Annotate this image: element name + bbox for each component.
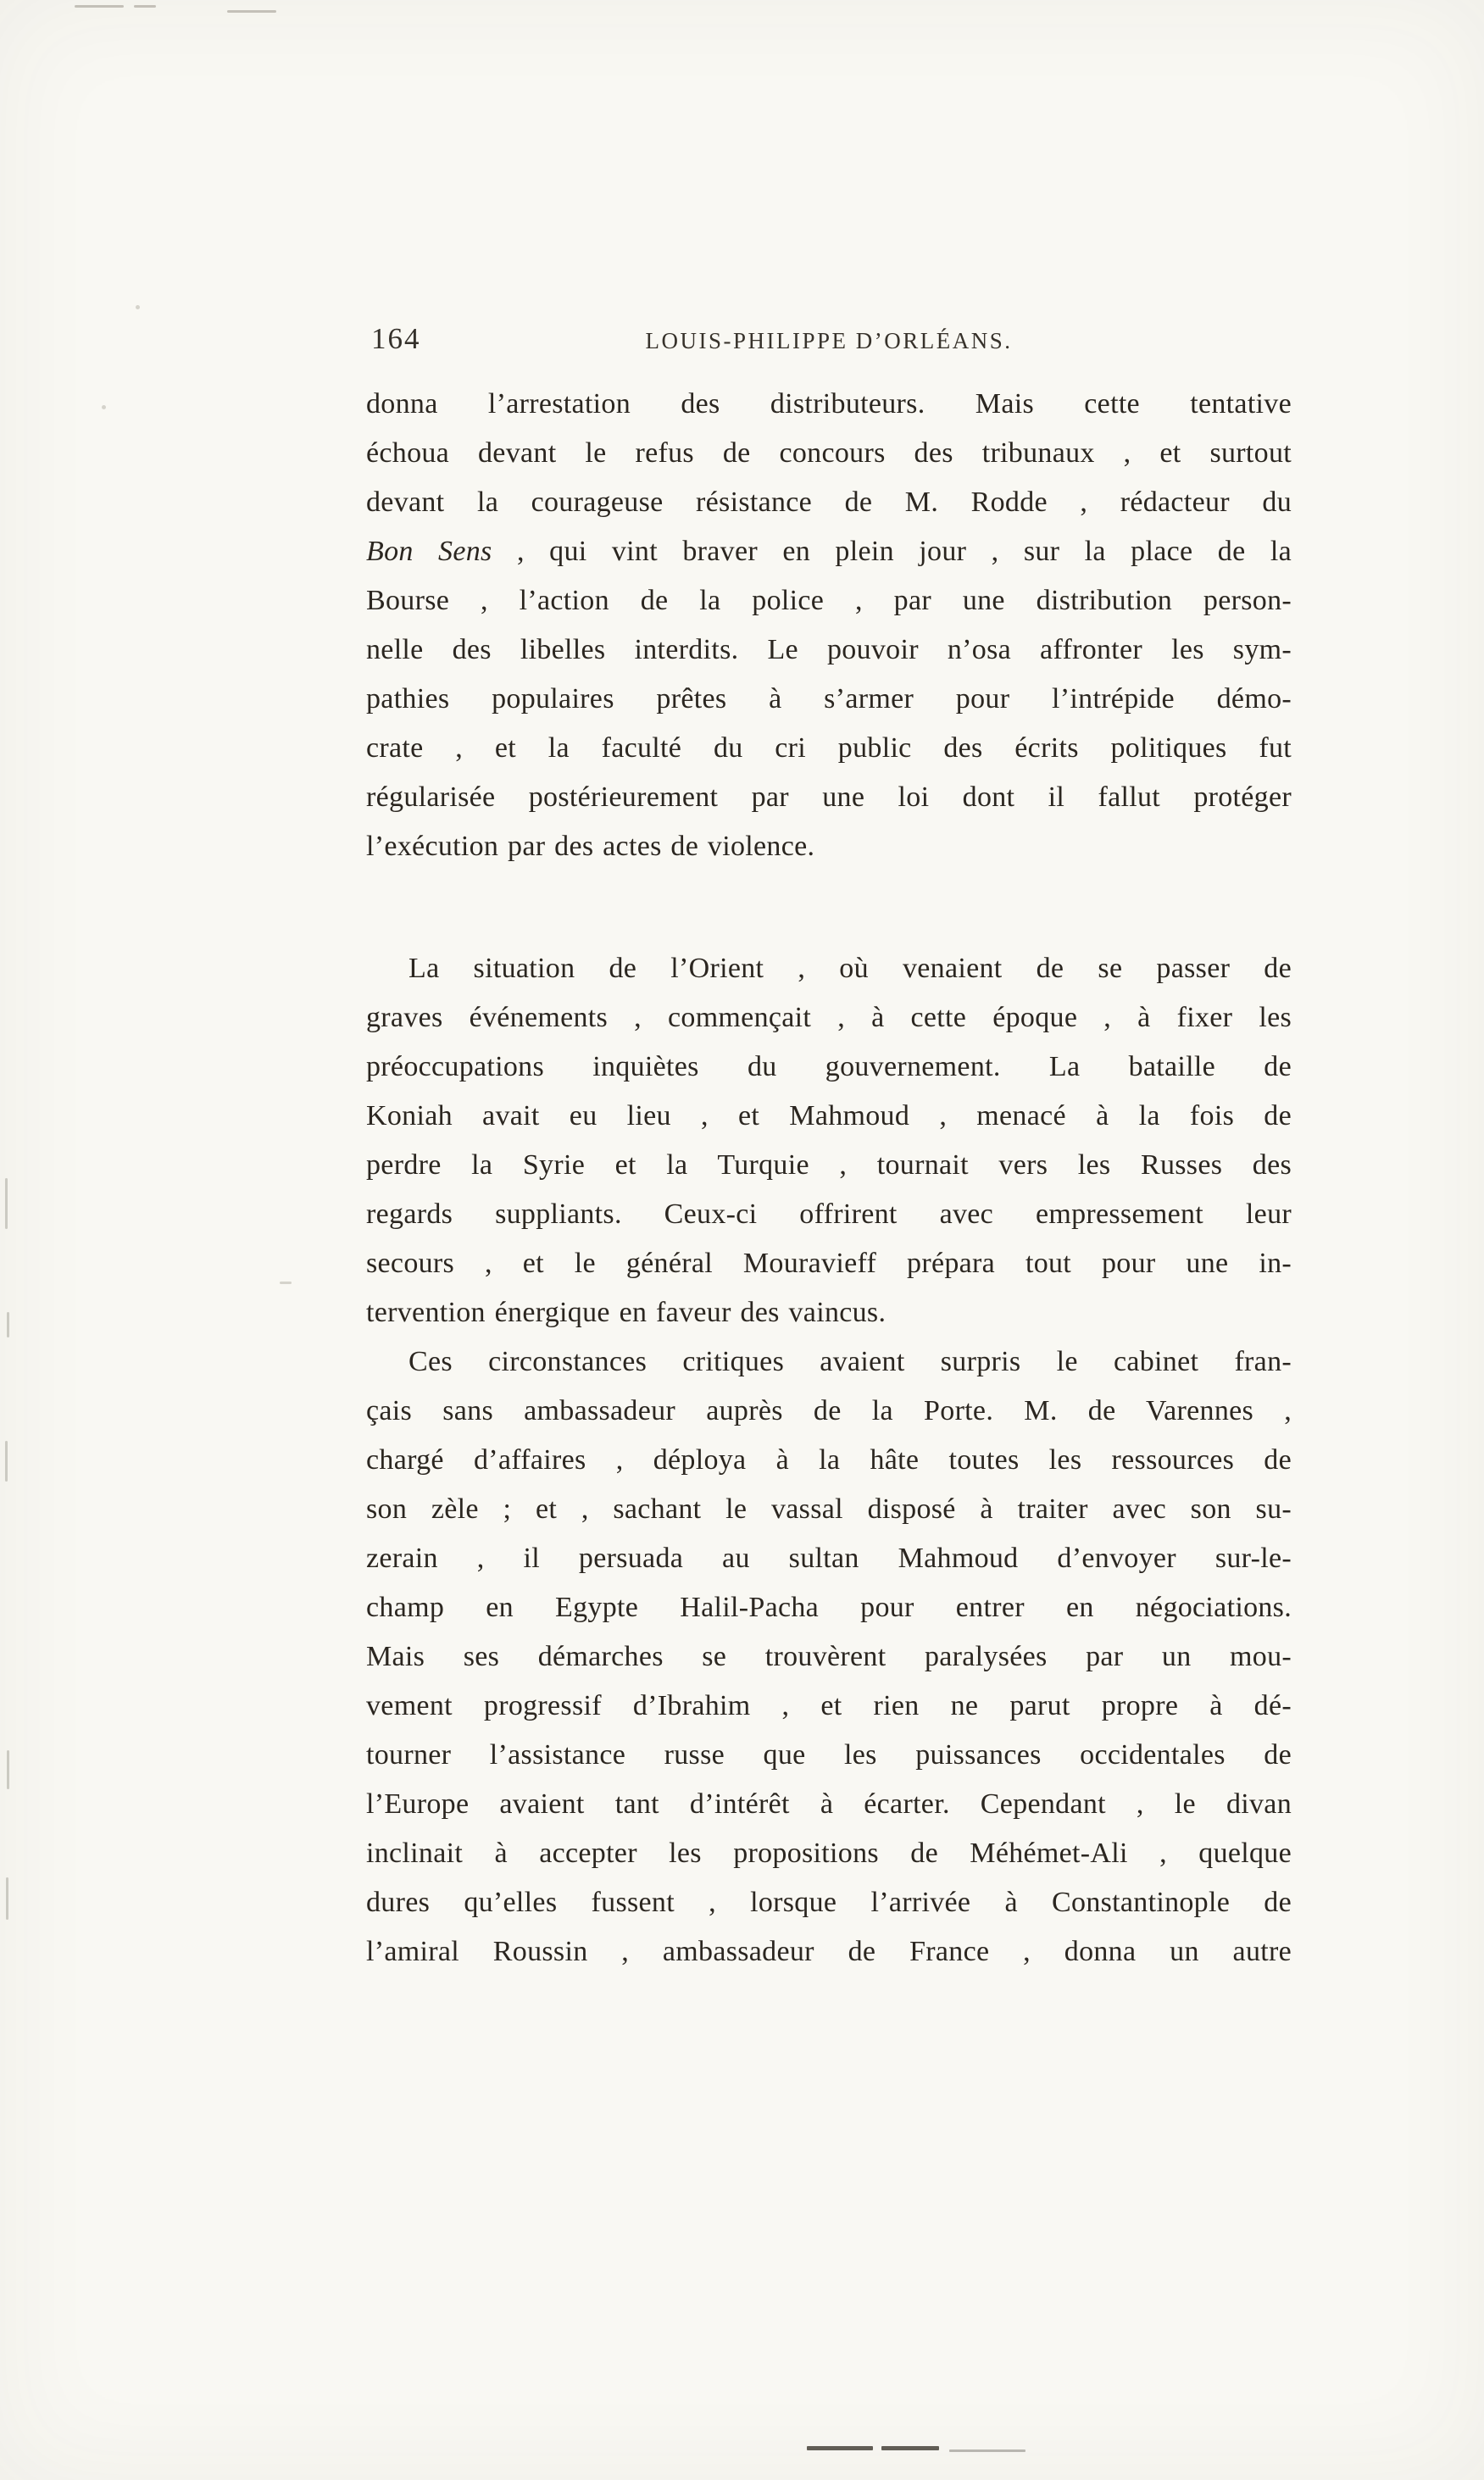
text-line: l’exécution par des actes de violence.	[366, 831, 815, 862]
text-line: perdre la Syrie et la Turquie , tournait vers les Russes des	[366, 1149, 1292, 1181]
text-line: Koniah avait eu lieu , et Mahmoud , menacé à la fois de	[366, 1100, 1292, 1132]
text-line: Mais ses démarches se trouvèrent paralysées par un mou-	[366, 1641, 1292, 1672]
text-column	[366, 380, 1292, 1977]
text-line: l’amiral Roussin , ambassadeur de France , donna un autre	[366, 1936, 1292, 1967]
text-line: champ en Egypte Halil-Pacha pour entrer en négociations.	[366, 1592, 1292, 1623]
page-number: 164	[371, 322, 421, 355]
text-line: regards suppliants. Ceux-ci offrirent avec empressement leur	[366, 1198, 1292, 1230]
paragraph-3	[366, 1337, 1292, 1977]
text-line: inclinait à accepter les propositions de Méhémet-Ali , quelque	[366, 1838, 1292, 1869]
text-line: zerain , il persuada au sultan Mahmoud d’envoyer sur-le-	[366, 1543, 1292, 1574]
text-line: préoccupations inquiètes du gouvernement. La bataille de	[366, 1051, 1292, 1082]
text-line: secours , et le général Mouravieff prépara tout pour une in-	[366, 1248, 1292, 1279]
scan-artifact	[949, 2449, 1025, 2452]
text-line: Bourse , l’action de la police , par une distribution person-	[366, 585, 1292, 616]
running-header-title: LOUIS-PHILIPPE D’ORLÉANS.	[645, 328, 1013, 353]
text-line-rest: , qui vint braver en plein jour , sur la place de la	[492, 536, 1292, 567]
text-line: échoua devant le refus de concours des tribunaux , et surtout	[366, 437, 1292, 469]
scan-artifact	[134, 5, 156, 8]
text-line	[366, 527, 1292, 576]
text-line: dures qu’elles fussent , lorsque l’arrivée à Constantinople de	[366, 1887, 1292, 1918]
paragraph-2	[366, 944, 1292, 1337]
scan-artifact	[807, 2446, 873, 2450]
book-title-italic: Bon Sens	[366, 536, 492, 567]
paragraph-1	[366, 380, 1292, 871]
scan-artifact	[280, 1282, 292, 1284]
scan-artifact	[7, 1750, 9, 1789]
text-line: graves événements , commençait , à cette époque , à fixer les	[366, 1002, 1292, 1033]
scan-artifact	[881, 2446, 939, 2450]
text-line: nelle des libelles interdits. Le pouvoir n’osa affronter les sym-	[366, 634, 1292, 665]
scan-artifact	[7, 1312, 9, 1337]
scan-artifact	[5, 1441, 8, 1482]
scan-artifact	[102, 405, 106, 409]
scan-artifact	[136, 305, 140, 309]
text-line: l’Europe avaient tant d’intérêt à écarter. Cependant , le divan	[366, 1788, 1292, 1820]
text-line: vement progressif d’Ibrahim , et rien ne parut propre à dé-	[366, 1690, 1292, 1721]
text-line: çais sans ambassadeur auprès de la Porte. M. de Varennes ,	[366, 1395, 1292, 1426]
text-line: donna l’arrestation des distributeurs. Mais cette tentative	[366, 388, 1292, 420]
text-line: Ces circonstances critiques avaient surpris le cabinet fran-	[409, 1346, 1292, 1377]
text-line: tourner l’assistance russe que les puissances occidentales de	[366, 1739, 1292, 1771]
scan-artifact	[75, 5, 124, 8]
text-line: devant la courageuse résistance de M. Rodde , rédacteur du	[366, 487, 1292, 518]
text-line: régularisée postérieurement par une loi dont il fallut protéger	[366, 781, 1292, 813]
text-line: La situation de l’Orient , où venaient de se passer de	[409, 953, 1292, 984]
text-line: chargé d’affaires , déploya à la hâte toutes les ressources de	[366, 1444, 1292, 1476]
text-line: crate , et la faculté du cri public des écrits politiques fut	[366, 732, 1292, 764]
scan-artifact	[227, 10, 276, 13]
scan-artifact	[5, 1178, 8, 1229]
text-line: tervention énergique en faveur des vaincus.	[366, 1297, 887, 1328]
text-line: pathies populaires prêtes à s’armer pour l’intrépide démo-	[366, 683, 1292, 715]
text-line: son zèle ; et , sachant le vassal disposé à traiter avec son su-	[366, 1493, 1292, 1525]
scan-artifact	[6, 1877, 8, 1920]
